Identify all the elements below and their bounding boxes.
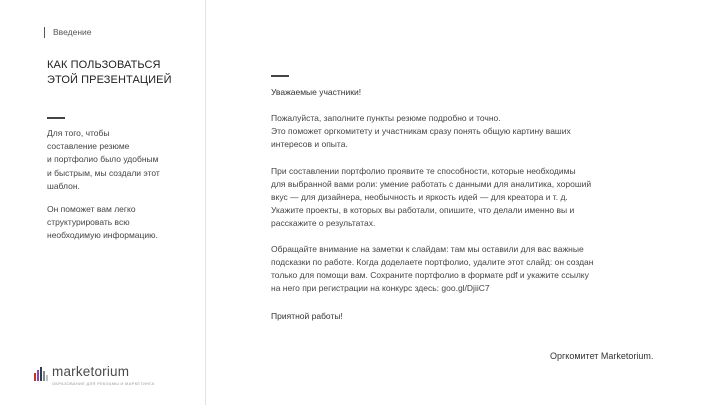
logo-name: marketorium — [52, 364, 130, 379]
paragraph-line: Обращайте внимание на заметки к слайдам: там мы оставили для вас важные — [271, 244, 584, 254]
sidebar-text-line: и портфолио было удобным — [47, 154, 159, 165]
sidebar-text-line: необходимую информацию. — [47, 230, 158, 241]
paragraph-line: только для помощи вам. Сохраните портфолио в формате pdf и укажите ссылку — [271, 270, 589, 280]
paragraph-line: вкус — для дизайнера, необычность и яркость идей — для креатора и т. д. — [271, 192, 568, 202]
sidebar-text-line: Для того, чтобы — [47, 128, 110, 138]
sidebar-text-line: структурировать всю — [47, 217, 130, 228]
sidebar-text-line: Он поможет вам легко — [47, 204, 136, 214]
main-divider — [271, 75, 289, 77]
paragraph-portfolio — [271, 165, 661, 230]
paragraph-line: Пожалуйста, заполните пункты резюме подробно и точно. — [271, 113, 501, 123]
sidebar-divider — [47, 117, 65, 119]
sidebar-text-line: и быстрым, мы создали этот — [47, 167, 160, 178]
sidebar-note — [47, 203, 182, 243]
greeting: Уважаемые участники! — [271, 87, 362, 97]
paragraph-line: расскажите о результатах. — [271, 218, 376, 228]
section-tag: Введение — [44, 27, 92, 38]
sidebar-text-line: шаблон. — [47, 180, 80, 191]
sidebar-title-line: КАК ПОЛЬЗОВАТЬСЯ — [47, 59, 161, 71]
paragraph-line: интересов и опыта. — [271, 139, 348, 149]
paragraph-resume — [271, 112, 661, 151]
logo-mark-icon — [34, 367, 48, 381]
paragraph-line: подсказки по работе. Когда доделаете портфолио, удалите этот слайд: он создан — [271, 257, 594, 267]
paragraph-line: на него при регистрации на конкурс здесь: goo.gl/DjiiC7 — [271, 283, 490, 293]
paragraph-line: для выбранной вами роли: умение работать с данными для аналитика, хороший — [271, 179, 592, 189]
sidebar-panel — [0, 0, 206, 405]
marketorium-logo — [34, 364, 154, 390]
sidebar-title-line: ЭТОЙ ПРЕЗЕНТАЦИЕЙ — [47, 74, 172, 86]
sidebar-title — [47, 58, 197, 88]
logo-tagline: ОБРАЗОВАНИЕ ДЛЯ РЕКЛАМЫ И МАРКЕТИНГА — [52, 381, 155, 386]
sidebar-text-line: составление резюме — [47, 141, 130, 152]
paragraph-line: Это поможет оргкомитету и участникам сразу понять общую картину ваших — [271, 126, 571, 136]
paragraph-line: Укажите проекты, в которых вы работали, опишите, что делали именно вы и — [271, 205, 575, 215]
sidebar-description — [47, 127, 182, 193]
paragraph-notes — [271, 243, 661, 295]
signature: Оргкомитет Marketorium. — [550, 351, 654, 361]
closing-text: Приятной работы! — [271, 311, 343, 321]
paragraph-line: При составлении портфолио проявите те способности, которые необходимы — [271, 166, 576, 176]
